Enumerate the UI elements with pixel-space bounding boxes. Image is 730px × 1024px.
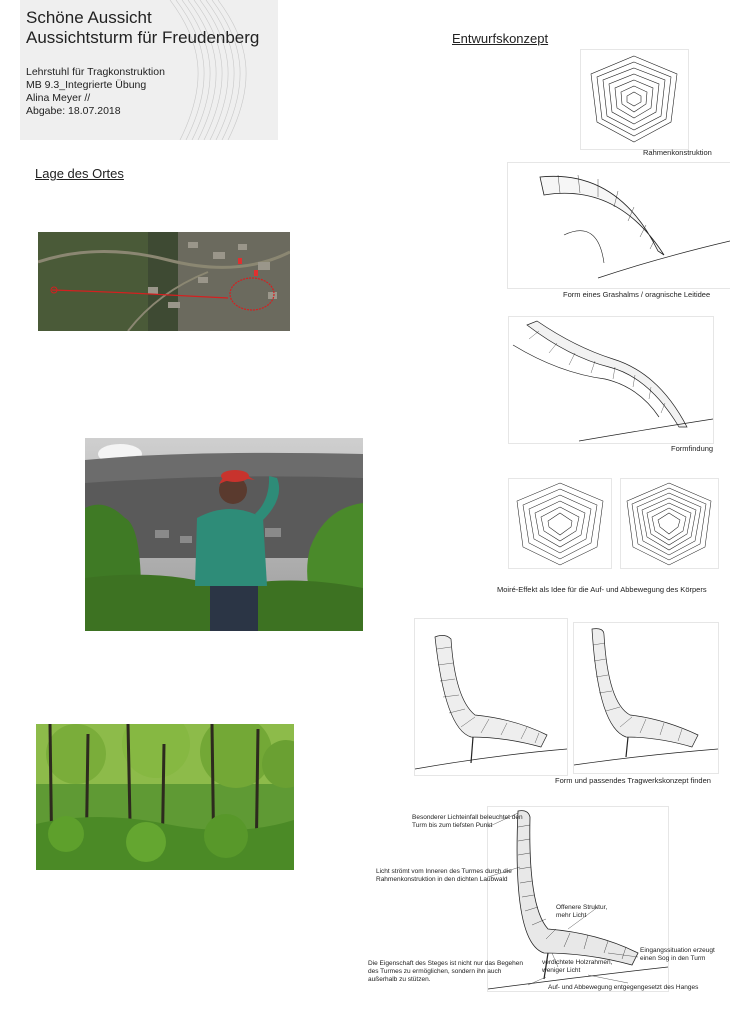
annotation-open-structure: Offenere Struktur, mehr Licht: [556, 904, 608, 919]
caption-frame: Rahmenkonstruktion: [643, 148, 712, 157]
caption-structure: Form und passendes Tragwerkskonzept finden: [555, 776, 711, 785]
course-code: MB 9.3_Integrierte Übung: [26, 79, 147, 91]
caption-moire: Moiré-Effekt als Idee für die Auf- und Abbewegung des Körpers: [497, 585, 707, 594]
annotation-light-flow: Licht strömt vom Inneren des Turmes durch die Rahmenkonstruktion in den dichten Laubwald: [376, 868, 512, 883]
annotation-walkway: Die Eigenschaft des Steges ist nicht nur das Begehen des Turmes zu ermöglichen, sondern ihn auch außerhalb zu stützen.: [368, 960, 524, 983]
structure-sketch-left: [414, 618, 568, 776]
form-finding-sketch: [508, 316, 714, 444]
annotation-dense-wood: verdichtete Holzrahmen, weniger Licht: [542, 959, 613, 974]
structure-sketch-right: [573, 622, 719, 774]
title-block: [20, 0, 278, 140]
chair-name: Lehrstuhl für Tragkonstruktion: [26, 66, 165, 78]
page-subtitle: Aussichtsturm für Freudenberg: [26, 28, 260, 47]
aerial-map-photo: [38, 232, 290, 331]
grass-blade-sketch: [507, 162, 730, 289]
moire-sketch-left: [508, 478, 612, 569]
frame-construction-sketch: [580, 49, 689, 150]
annotation-light-top: Besonderer Lichteinfall beleuchtet den Turm bis zum tiefsten Punkt: [412, 814, 523, 829]
location-heading: Lage des Ortes: [35, 166, 124, 181]
annotation-slope: Auf- und Abbewegung entgegengesetzt des Hanges: [548, 984, 699, 991]
page-title: Schöne Aussicht: [26, 8, 152, 27]
submission-date: Abgabe: 18.07.2018: [26, 105, 121, 117]
author-name: Alina Meyer //: [26, 92, 91, 104]
title-decoration-graphic: [160, 0, 278, 140]
moire-sketch-right: [620, 478, 719, 569]
annotation-entrance: Eingangssituation erzeugt einen Sog in den Turm: [640, 947, 715, 962]
caption-formfinding: Formfindung: [671, 444, 714, 453]
forest-photo: [36, 724, 294, 870]
viewpoint-person-photo: [85, 438, 363, 631]
caption-grass: Form eines Grashalms / oragnische Leitidee: [563, 290, 711, 299]
concept-heading: Entwurfskonzept: [452, 31, 549, 46]
